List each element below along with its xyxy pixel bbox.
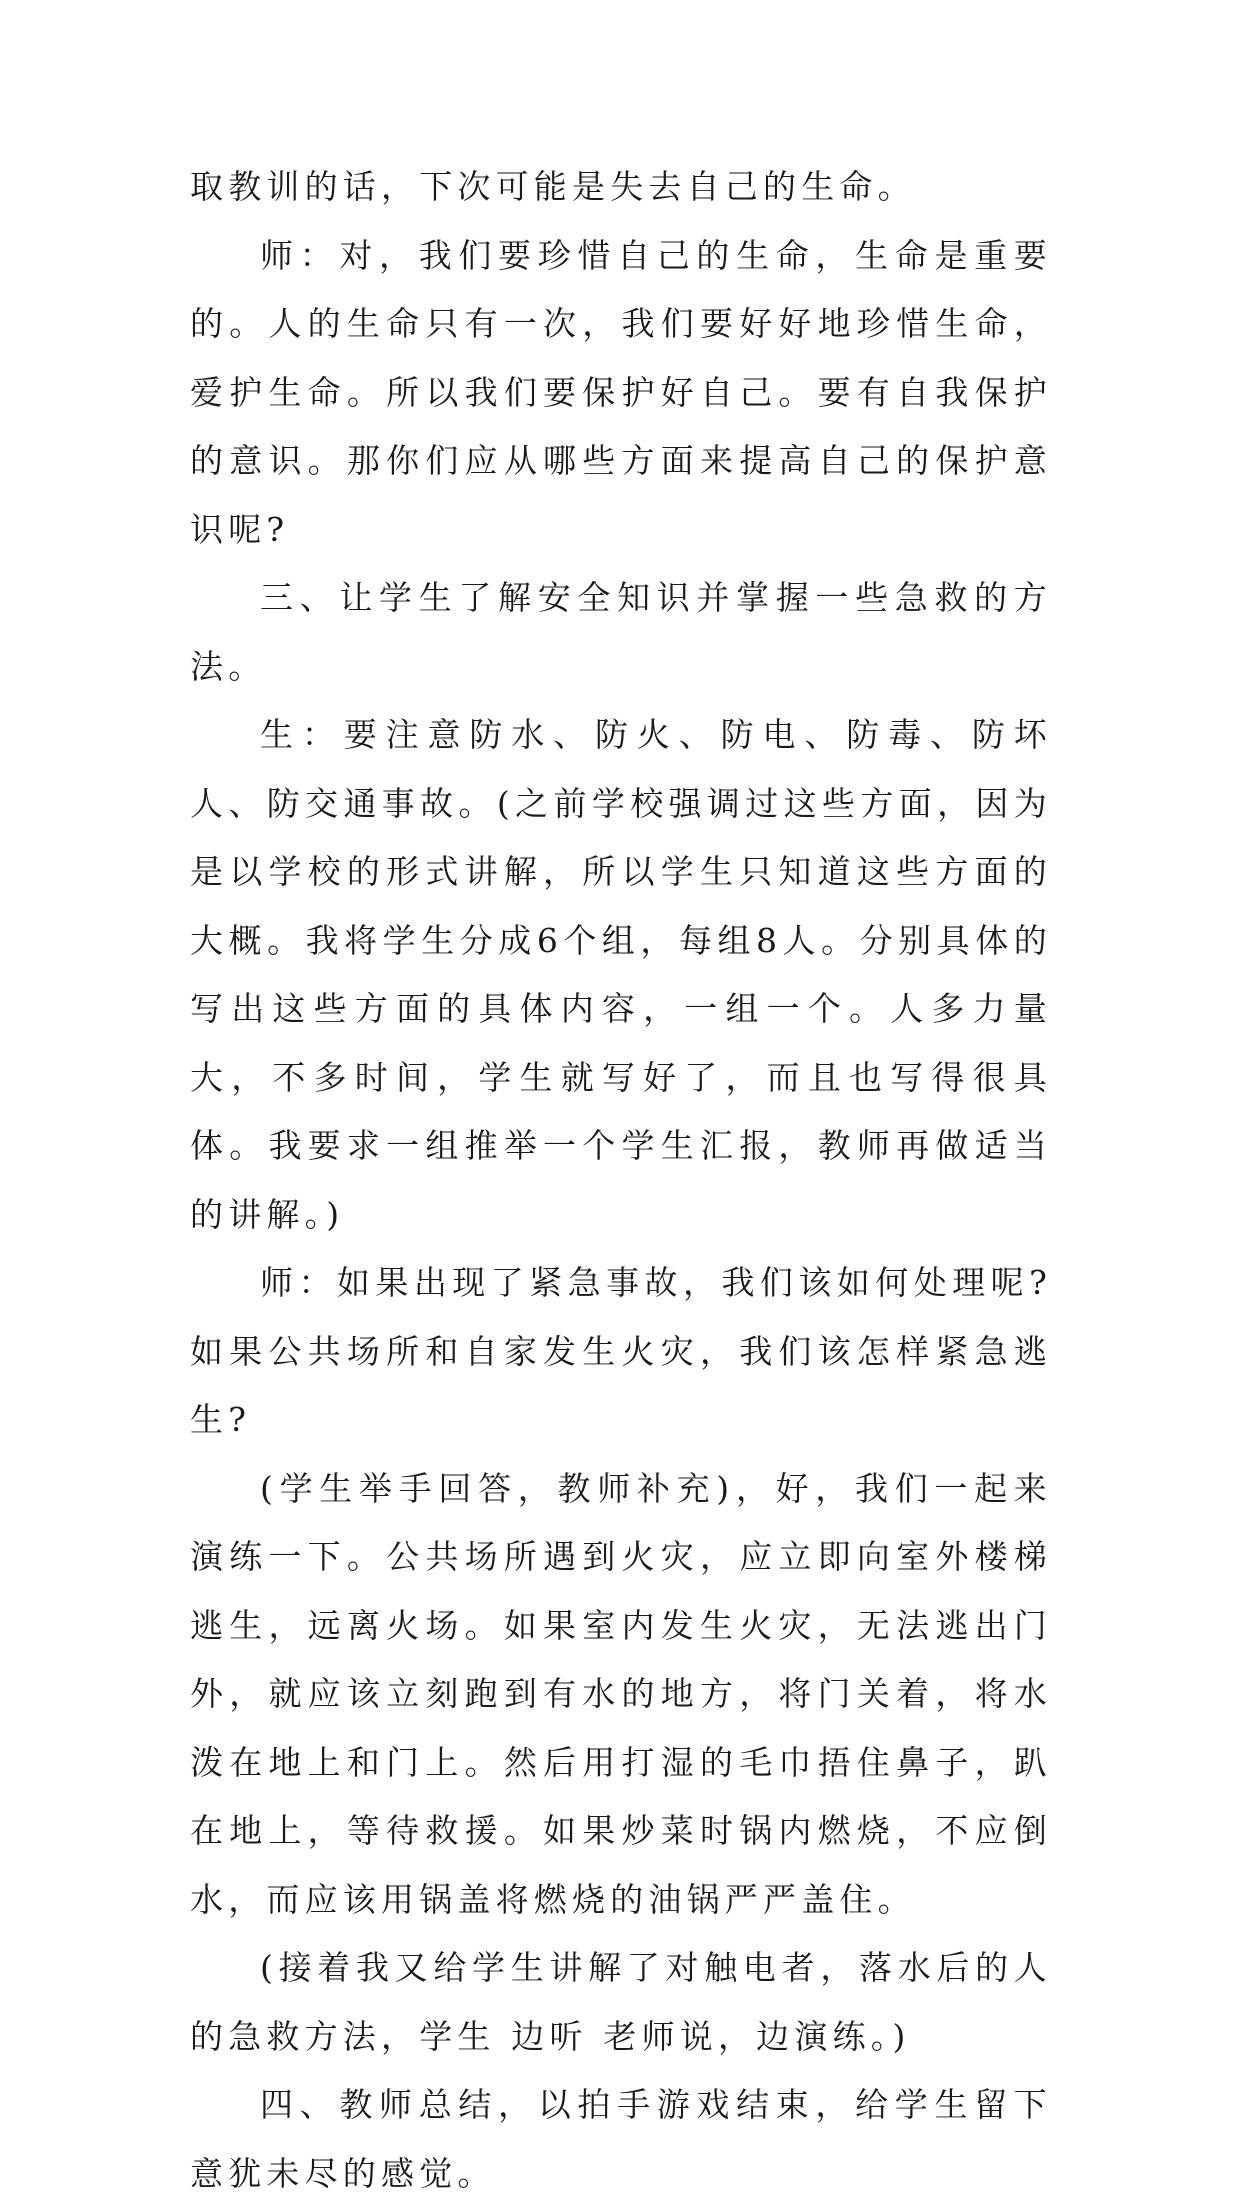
paragraph-5: 师：如果出现了紧急事故，我们该如何处理呢?如果公共场所和自家发生火灾，我们该怎样紧急逃生? xyxy=(190,1263,1052,1439)
paragraph-1: 取教训的话，下次可能是失去自己的生命。 xyxy=(190,167,916,206)
paragraph-8: 四、教师总结，以拍手游戏结束，给学生留下意犹未尽的感觉。 xyxy=(190,2085,1052,2193)
paragraph-2: 师：对，我们要珍惜自己的生命，生命是重要的。人的生命只有一次，我们要好好地珍惜生命，爱护生命。所以我们要保护好自己。要有自我保护的意识。那你们应从哪些方面来提高自己的保护意识呢? xyxy=(190,235,1052,549)
paragraph-6: (学生举手回答，教师补充)，好，我们一起来演练一下。公共场所遇到火灾，应立即向室外楼梯逃生，远离火场。如果室内发生火灾，无法逃出门外，就应该立刻跑到有水的地方，将门关着，将水泼在地上和门上。然后用打湿的毛巾捂住鼻子，趴在地上，等待救援。如果炒菜时锅内燃烧，不应倒水，而应该用锅盖将燃烧的油锅严严盖住。 xyxy=(190,1468,1052,1919)
paragraph-4: 生：要注意防水、防火、防电、防毒、防坏人、防交通事故。(之前学校强调过这些方面，因为是以学校的形式讲解，所以学生只知道这些方面的大概。我将学生分成6个组，每组8人。分别具体的写出这些方面的具体内容，一组一个。人多力量大，不多时间，学生就写好了，而且也写得很具体。我要求一组推举一个学生汇报，教师再做适当的讲解。) xyxy=(190,715,1052,1234)
body-text xyxy=(190,153,1052,2208)
paragraph-3: 三、让学生了解安全知识并掌握一些急救的方法。 xyxy=(190,578,1052,686)
paragraph-7: (接着我又给学生讲解了对触电者，落水后的人的急救方法，学生 边听 老师说，边演练。) xyxy=(190,1948,1052,2056)
